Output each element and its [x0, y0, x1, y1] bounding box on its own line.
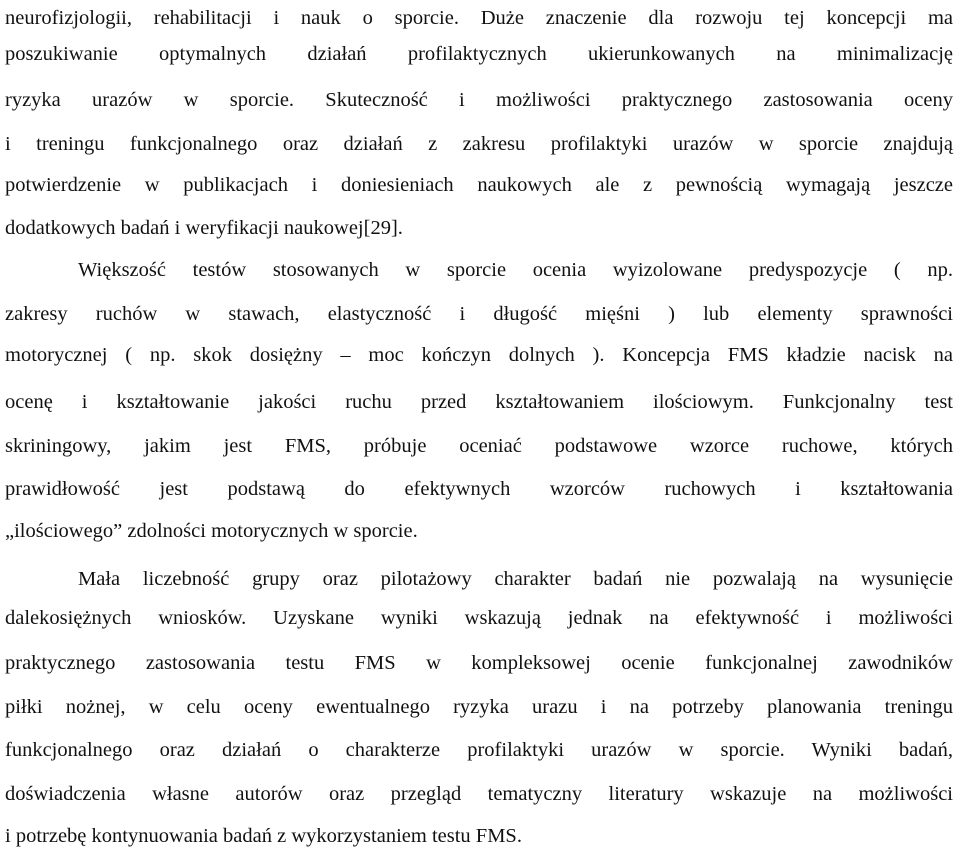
text-line: funkcjonalnego oraz działań o charakterze profilaktyki urazów w sporcie. Wyniki badań,	[5, 739, 953, 761]
text-line: dodatkowych badań i weryfikacji naukowej[29].	[5, 217, 403, 239]
text-line: poszukiwanie optymalnych działań profilaktycznych ukierunkowanych na minimalizację	[5, 43, 953, 65]
text-line: doświadczenia własne autorów oraz przegląd tematyczny literatury wskazuje na możliwości	[5, 783, 953, 805]
text-line: prawidłowość jest podstawą do efektywnych wzorców ruchowych i kształtowania	[5, 478, 953, 500]
text-line: piłki nożnej, w celu oceny ewentualnego ryzyka urazu i na potrzeby planowania treningu	[5, 696, 953, 718]
text-line: motorycznej ( np. skok dosiężny – moc kończyn dolnych ). Koncepcja FMS kładzie nacisk na	[5, 344, 953, 366]
text-line: neurofizjologii, rehabilitacji i nauk o sporcie. Duże znaczenie dla rozwoju tej koncepcji ma	[5, 7, 953, 29]
text-line: praktycznego zastosowania testu FMS w kompleksowej ocenie funkcjonalnej zawodników	[5, 652, 953, 674]
text-line: i potrzebę kontynuowania badań z wykorzystaniem testu FMS.	[5, 825, 522, 847]
text-line: dalekosiężnych wniosków. Uzyskane wyniki wskazują jednak na efektywność i możliwości	[5, 607, 953, 629]
text-line: skriningowy, jakim jest FMS, próbuje oceniać podstawowe wzorce ruchowe, których	[5, 435, 953, 457]
paragraph-first-line: Większość testów stosowanych w sporcie ocenia wyizolowane predyspozycje ( np.	[78, 259, 953, 281]
text-line: zakresy ruchów w stawach, elastyczność i długość mięśni ) lub elementy sprawności	[5, 303, 953, 325]
text-line: ocenę i kształtowanie jakości ruchu przed kształtowaniem ilościowym. Funkcjonalny test	[5, 391, 953, 413]
text-line: i treningu funkcjonalnego oraz działań z zakresu profilaktyki urazów w sporcie znajdują	[5, 133, 953, 155]
paragraph-first-line: Mała liczebność grupy oraz pilotażowy charakter badań nie pozwalają na wysunięcie	[78, 568, 953, 590]
text-line: potwierdzenie w publikacjach i doniesieniach naukowych ale z pewnością wymagają jeszcze	[5, 174, 953, 196]
text-line: ryzyka urazów w sporcie. Skuteczność i możliwości praktycznego zastosowania oceny	[5, 89, 953, 111]
text-line: „ilościowego” zdolności motorycznych w sporcie.	[5, 520, 418, 542]
